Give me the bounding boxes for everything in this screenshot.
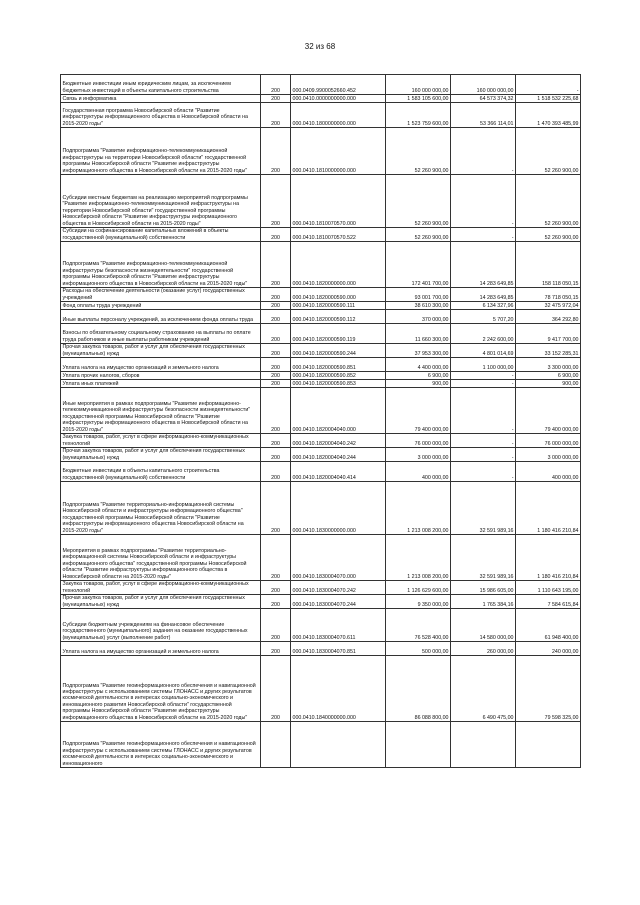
row-name-cell: Уплата налога на имущество организаций и земельного налога — [61, 642, 261, 656]
row-executed-amount-cell: - — [451, 462, 516, 482]
row-approved-amount-cell: 4 400 000,00 — [386, 358, 451, 372]
row-code-cell: 200 — [261, 242, 291, 288]
row-name-cell: Прочая закупка товаров, работ и услуг для обеспечения государственных (муниципальных) нужд — [61, 595, 261, 609]
row-executed-amount-cell: 1 100 000,00 — [451, 358, 516, 372]
row-executed-amount-cell: - — [451, 380, 516, 388]
row-classification-code-cell: 000.0410.1820000590.119 — [291, 324, 386, 344]
row-remaining-amount-cell: 61 948 400,00 — [516, 609, 581, 642]
row-approved-amount-cell: 400 000,00 — [386, 462, 451, 482]
row-classification-code-cell: 000.0410.1820000590.000 — [291, 288, 386, 302]
row-executed-amount-cell: 32 591 989,16 — [451, 535, 516, 581]
table-row — [61, 656, 581, 722]
row-approved-amount-cell: 11 660 300,00 — [386, 324, 451, 344]
row-approved-amount-cell: 38 610 300,00 — [386, 302, 451, 310]
table-row — [61, 358, 581, 372]
row-approved-amount-cell: 1 213 008 200,00 — [386, 535, 451, 581]
row-executed-amount-cell: 2 242 600,00 — [451, 324, 516, 344]
row-code-cell: 200 — [261, 324, 291, 344]
row-remaining-amount-cell: - — [516, 75, 581, 95]
row-approved-amount-cell: 86 088 800,00 — [386, 656, 451, 722]
table-row — [61, 242, 581, 288]
table-row — [61, 535, 581, 581]
row-classification-code-cell: 000.0410.1820000590.853 — [291, 380, 386, 388]
row-approved-amount-cell: 500 000,00 — [386, 642, 451, 656]
row-approved-amount-cell: 160 000 000,00 — [386, 75, 451, 95]
row-name-cell: Закупка товаров, работ, услуг в сфере информационно-коммуникационных технологий — [61, 581, 261, 595]
row-remaining-amount-cell: 400 000,00 — [516, 462, 581, 482]
row-executed-amount-cell: - — [451, 228, 516, 242]
row-code-cell: 200 — [261, 482, 291, 535]
row-remaining-amount-cell: 364 292,80 — [516, 310, 581, 324]
row-approved-amount-cell: 172 401 700,00 — [386, 242, 451, 288]
row-name-cell: Подпрограмма "Развитие территориально-информационной системы Новосибирской области и инфраструктуры информационного общества" государственной программы Новосибирской области "Развитие инфраструктуры информационного общества Новосибирской области на 2015-2020 годы" — [61, 482, 261, 535]
row-executed-amount-cell: - — [451, 448, 516, 462]
row-classification-code-cell: 000.0410.1820000590.111 — [291, 302, 386, 310]
table-row — [61, 581, 581, 595]
row-name-cell: Связь и информатика — [61, 95, 261, 103]
row-approved-amount-cell: 1 213 008 200,00 — [386, 482, 451, 535]
row-code-cell: 200 — [261, 656, 291, 722]
row-classification-code-cell: 000.0410.1830004070.611 — [291, 609, 386, 642]
table-row — [61, 128, 581, 175]
row-classification-code-cell: 000.0410.1820004040.244 — [291, 448, 386, 462]
table-row — [61, 310, 581, 324]
row-name-cell: Мероприятия в рамках подпрограммы "Развитие территориально-информационной системы Новосибирской области и инфраструктуры информационного общества" государственной программы Новосибирской области "Развитие инфраструктуры информационного общества в Новосибирской области на 2015-2020 годы" — [61, 535, 261, 581]
row-remaining-amount-cell: 3 300 000,00 — [516, 358, 581, 372]
table-row — [61, 103, 581, 128]
row-name-cell: Субсидии местным бюджетам на реализацию мероприятий подпрограммы "Развитие информационно-телекоммуникационной инфраструктуры на территории Новосибирской области" государственной программы Новосибирской области "Развитие инфраструктуры информационного общества в Новосибирской области на 2015-2020 годы" — [61, 175, 261, 228]
budget-execution-table — [60, 74, 581, 768]
row-classification-code-cell: 000.0410.1820004040.000 — [291, 388, 386, 434]
row-code-cell: 200 — [261, 434, 291, 448]
row-code-cell: 200 — [261, 609, 291, 642]
row-remaining-amount-cell: 9 417 700,00 — [516, 324, 581, 344]
row-name-cell: Подпрограмма "Развитие информационно-телекоммуникационной инфраструктуры безопасности жизнедеятельности" государственной программы Новосибирской области "Развитие инфраструктуры информационного общества в Новосибирской области на 2015-2020 годы" — [61, 242, 261, 288]
row-name-cell: Государственная программа Новосибирской области "Развитие инфраструктуры информационного общества в Новосибирской области на 2015-2020 годы" — [61, 103, 261, 128]
table-row — [61, 595, 581, 609]
row-remaining-amount-cell: 76 000 000,00 — [516, 434, 581, 448]
row-name-cell: Уплата прочих налогов, сборов — [61, 372, 261, 380]
row-code-cell: 200 — [261, 372, 291, 380]
row-name-cell: Бюджетные инвестиции иным юридическим лицам, за исключением бюджетных инвестиций в объекты капитального строительства — [61, 75, 261, 95]
row-remaining-amount-cell: 1 180 416 210,84 — [516, 482, 581, 535]
table-row — [61, 722, 581, 768]
row-executed-amount-cell: 6 490 475,00 — [451, 656, 516, 722]
row-code-cell: 200 — [261, 175, 291, 228]
row-code-cell: 200 — [261, 95, 291, 103]
row-name-cell: Взносы по обязательному социальному страхованию на выплаты по оплате труда работников и иные выплаты работникам учреждений — [61, 324, 261, 344]
table-row — [61, 228, 581, 242]
row-remaining-amount-cell: 52 260 900,00 — [516, 128, 581, 175]
row-remaining-amount-cell: 6 900,00 — [516, 372, 581, 380]
row-classification-code-cell: 000.0410.1820000590.852 — [291, 372, 386, 380]
row-approved-amount-cell: 52 260 900,00 — [386, 128, 451, 175]
row-executed-amount-cell: 6 134 327,96 — [451, 302, 516, 310]
table-row — [61, 75, 581, 95]
row-name-cell: Закупка товаров, работ, услуг в сфере информационно-коммуникационных технологий — [61, 434, 261, 448]
row-approved-amount-cell: 1 523 759 600,00 — [386, 103, 451, 128]
row-classification-code-cell — [291, 722, 386, 768]
row-approved-amount-cell: 79 400 000,00 — [386, 388, 451, 434]
row-classification-code-cell: 000.0410.1800000000.000 — [291, 103, 386, 128]
row-approved-amount-cell: 76 000 000,00 — [386, 434, 451, 448]
row-remaining-amount-cell: 1 110 643 195,00 — [516, 581, 581, 595]
row-executed-amount-cell: - — [451, 175, 516, 228]
table-row — [61, 175, 581, 228]
row-executed-amount-cell: 4 801 014,69 — [451, 344, 516, 358]
row-name-cell: Иные мероприятия в рамках подпрограммы "Развитие информационно-телекоммуникационной инфраструктуры безопасности жизнедеятельности" государственной программы Новосибирской области "Развитие инфраструктуры информационного общества в Новосибирской области на 2015-2020 годы" — [61, 388, 261, 434]
row-code-cell: 200 — [261, 302, 291, 310]
row-code-cell: 200 — [261, 535, 291, 581]
row-code-cell: 200 — [261, 462, 291, 482]
table-row — [61, 324, 581, 344]
row-name-cell: Подпрограмма "Развитие геоинформационного обеспечения и навигационной инфраструктуры с использованием системы ГЛОНАСС и других результатов космической деятельности в интересах социально-экономического и инновационного — [61, 722, 261, 768]
row-remaining-amount-cell — [516, 722, 581, 768]
row-code-cell: 200 — [261, 642, 291, 656]
row-approved-amount-cell: 900,00 — [386, 380, 451, 388]
row-executed-amount-cell: 64 573 374,32 — [451, 95, 516, 103]
row-code-cell — [261, 722, 291, 768]
row-executed-amount-cell: 5 707,20 — [451, 310, 516, 324]
row-approved-amount-cell: 9 350 000,00 — [386, 595, 451, 609]
row-executed-amount-cell: - — [451, 372, 516, 380]
row-executed-amount-cell — [451, 722, 516, 768]
row-code-cell: 200 — [261, 380, 291, 388]
row-name-cell: Подпрограмма "Развитие геоинформационного обеспечения и навигационной инфраструктуры с использованием системы ГЛОНАСС и других результатов космической деятельности в интересах социально-экономического и инновационного развития Новосибирской области" государственной программы Новосибирской области "Развитие инфраструктуры информационного общества в Новосибирской области на 2015-2020 годы" — [61, 656, 261, 722]
table-row — [61, 344, 581, 358]
row-code-cell: 200 — [261, 344, 291, 358]
row-code-cell: 200 — [261, 581, 291, 595]
row-remaining-amount-cell: 52 260 900,00 — [516, 228, 581, 242]
table-row — [61, 288, 581, 302]
table-row — [61, 372, 581, 380]
row-code-cell: 200 — [261, 288, 291, 302]
row-executed-amount-cell: 14 283 649,85 — [451, 288, 516, 302]
row-executed-amount-cell: - — [451, 128, 516, 175]
row-name-cell: Бюджетные инвестиции в объекты капитального строительства государственной (муниципальной) собственности — [61, 462, 261, 482]
row-executed-amount-cell: 14 580 000,00 — [451, 609, 516, 642]
page-number: 32 из 68 — [304, 42, 336, 51]
row-remaining-amount-cell: 3 000 000,00 — [516, 448, 581, 462]
table-row — [61, 380, 581, 388]
row-code-cell: 200 — [261, 228, 291, 242]
table-row — [61, 302, 581, 310]
row-code-cell: 200 — [261, 448, 291, 462]
row-remaining-amount-cell: 32 475 972,04 — [516, 302, 581, 310]
row-approved-amount-cell: 1 126 629 600,00 — [386, 581, 451, 595]
table-row — [61, 448, 581, 462]
row-executed-amount-cell: 53 366 114,01 — [451, 103, 516, 128]
row-classification-code-cell: 000.0410.1820000000.000 — [291, 242, 386, 288]
row-classification-code-cell: 000.0410.1830004070.242 — [291, 581, 386, 595]
row-remaining-amount-cell: 1 180 416 210,84 — [516, 535, 581, 581]
row-approved-amount-cell: 3 000 000,00 — [386, 448, 451, 462]
row-remaining-amount-cell: 1 518 532 225,68 — [516, 95, 581, 103]
row-remaining-amount-cell: 79 400 000,00 — [516, 388, 581, 434]
row-classification-code-cell: 000.0410.0000000000.000 — [291, 95, 386, 103]
row-remaining-amount-cell: 52 260 900,00 — [516, 175, 581, 228]
row-name-cell: Иные выплаты персоналу учреждений, за исключением фонда оплаты труда — [61, 310, 261, 324]
row-approved-amount-cell: 76 528 400,00 — [386, 609, 451, 642]
row-classification-code-cell: 000.0410.1830004070.851 — [291, 642, 386, 656]
row-name-cell: Подпрограмма "Развитие информационно-телекоммуникационной инфраструктуры на территории Новосибирской области" государственной программы Новосибирской области "Развитие инфраструктуры информационного общества в Новосибирской области на 2015-2020 годы" — [61, 128, 261, 175]
row-code-cell: 200 — [261, 128, 291, 175]
row-classification-code-cell: 000.0410.1810000000.000 — [291, 128, 386, 175]
row-executed-amount-cell: 14 283 649,85 — [451, 242, 516, 288]
row-approved-amount-cell — [386, 722, 451, 768]
row-executed-amount-cell: - — [451, 388, 516, 434]
row-name-cell: Фонд оплаты труда учреждений — [61, 302, 261, 310]
row-code-cell: 200 — [261, 388, 291, 434]
row-classification-code-cell: 000.0410.1820004040.242 — [291, 434, 386, 448]
row-remaining-amount-cell: 33 152 285,31 — [516, 344, 581, 358]
row-approved-amount-cell: 37 953 300,00 — [386, 344, 451, 358]
row-name-cell: Субсидии бюджетным учреждениям на финансовое обеспечение государственного (муниципального) задания на оказание государственных (муниципальных) услуг (выполнение работ) — [61, 609, 261, 642]
row-approved-amount-cell: 93 001 700,00 — [386, 288, 451, 302]
row-code-cell: 200 — [261, 310, 291, 324]
row-approved-amount-cell: 370 000,00 — [386, 310, 451, 324]
row-classification-code-cell: 000.0410.1820000590.112 — [291, 310, 386, 324]
row-approved-amount-cell: 52 260 900,00 — [386, 175, 451, 228]
row-executed-amount-cell: 15 986 605,00 — [451, 581, 516, 595]
row-code-cell: 200 — [261, 358, 291, 372]
row-remaining-amount-cell: 1 470 393 485,99 — [516, 103, 581, 128]
row-remaining-amount-cell: 79 598 325,00 — [516, 656, 581, 722]
row-name-cell: Расходы на обеспечение деятельности (оказание услуг) государственных учреждений — [61, 288, 261, 302]
row-name-cell: Уплата иных платежей — [61, 380, 261, 388]
row-remaining-amount-cell: 900,00 — [516, 380, 581, 388]
row-classification-code-cell: 000.0410.1830004070.000 — [291, 535, 386, 581]
row-code-cell: 200 — [261, 103, 291, 128]
row-executed-amount-cell: 160 000 000,00 — [451, 75, 516, 95]
row-classification-code-cell: 000.0410.1820000590.244 — [291, 344, 386, 358]
row-classification-code-cell: 000.0410.1810070570.522 — [291, 228, 386, 242]
row-approved-amount-cell: 6 900,00 — [386, 372, 451, 380]
row-classification-code-cell: 000.0410.1830000000.000 — [291, 482, 386, 535]
row-approved-amount-cell: 52 260 900,00 — [386, 228, 451, 242]
row-code-cell: 200 — [261, 595, 291, 609]
table-row — [61, 95, 581, 103]
row-classification-code-cell: 000.0409.9900052660.452 — [291, 75, 386, 95]
row-classification-code-cell: 000.0410.1830004070.244 — [291, 595, 386, 609]
table-row — [61, 434, 581, 448]
row-remaining-amount-cell: 240 000,00 — [516, 642, 581, 656]
table-row — [61, 609, 581, 642]
row-classification-code-cell: 000.0410.1820000590.851 — [291, 358, 386, 372]
row-classification-code-cell: 000.0410.1810070570.000 — [291, 175, 386, 228]
row-name-cell: Прочая закупка товаров, работ и услуг для обеспечения государственных (муниципальных) нужд — [61, 448, 261, 462]
row-remaining-amount-cell: 7 584 615,84 — [516, 595, 581, 609]
row-executed-amount-cell: 32 591 989,16 — [451, 482, 516, 535]
row-remaining-amount-cell: 158 118 050,15 — [516, 242, 581, 288]
row-classification-code-cell: 000.0410.1840000000.000 — [291, 656, 386, 722]
row-name-cell: Уплата налога на имущество организаций и земельного налога — [61, 358, 261, 372]
row-remaining-amount-cell: 78 718 050,15 — [516, 288, 581, 302]
table-row — [61, 462, 581, 482]
table-row — [61, 388, 581, 434]
table-row — [61, 642, 581, 656]
row-code-cell: 200 — [261, 75, 291, 95]
row-executed-amount-cell: - — [451, 434, 516, 448]
row-approved-amount-cell: 1 583 105 600,00 — [386, 95, 451, 103]
table-row — [61, 482, 581, 535]
row-executed-amount-cell: 260 000,00 — [451, 642, 516, 656]
row-executed-amount-cell: 1 765 384,16 — [451, 595, 516, 609]
row-classification-code-cell: 000.0410.1820004040.414 — [291, 462, 386, 482]
row-name-cell: Прочая закупка товаров, работ и услуг для обеспечения государственных (муниципальных) нужд — [61, 344, 261, 358]
row-name-cell: Субсидии на софинансирование капитальных вложений в объекты государственной (муниципальной) собственности — [61, 228, 261, 242]
